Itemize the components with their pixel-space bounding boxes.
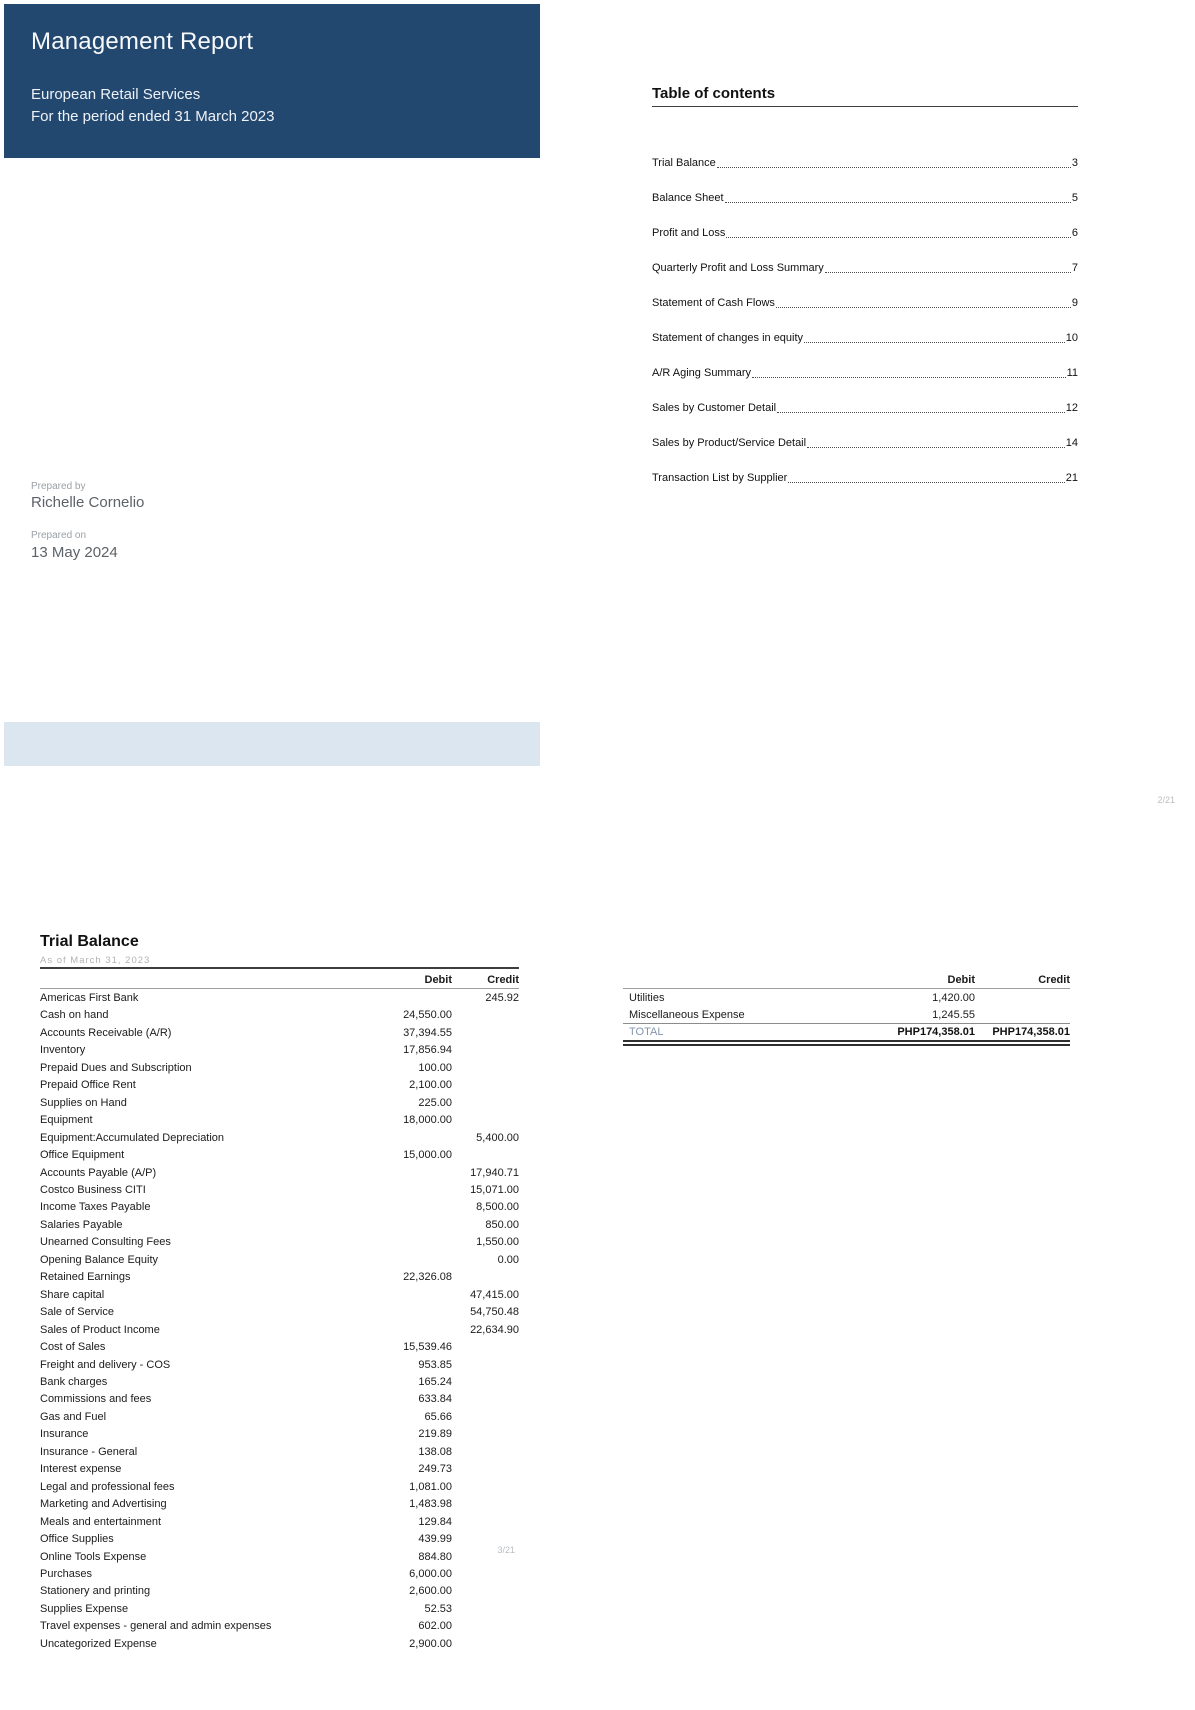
account-name: Prepaid Dues and Subscription bbox=[40, 1061, 192, 1074]
toc-item[interactable] bbox=[652, 367, 1078, 402]
account-name: Utilities bbox=[629, 992, 665, 1004]
account-name: Freight and delivery - COS bbox=[40, 1358, 171, 1371]
table-row bbox=[40, 1583, 519, 1600]
account-name: Travel expenses - general and admin expenses bbox=[40, 1620, 272, 1633]
debit-value bbox=[362, 1130, 452, 1147]
debit-column-header: Debit bbox=[424, 974, 452, 986]
prepared-on-label: Prepared on bbox=[31, 530, 87, 541]
table-row bbox=[40, 1147, 519, 1164]
toc-item[interactable] bbox=[652, 297, 1078, 332]
toc-item-label: Quarterly Profit and Loss Summary bbox=[652, 262, 824, 274]
toc-item[interactable] bbox=[652, 332, 1078, 367]
toc-leader-dots bbox=[725, 192, 1071, 203]
debit-value: 1,420.00 bbox=[932, 992, 975, 1004]
account-name: Equipment bbox=[40, 1114, 93, 1127]
debit-value: 633.84 bbox=[418, 1393, 452, 1406]
toc-heading: Table of contents bbox=[652, 85, 776, 102]
account-name: Income Taxes Payable bbox=[40, 1201, 151, 1214]
account-name: Cost of Sales bbox=[40, 1341, 106, 1354]
credit-value bbox=[452, 1391, 519, 1408]
credit-value bbox=[452, 1601, 519, 1618]
credit-value bbox=[452, 1566, 519, 1583]
toc-item-label: Statement of changes in equity bbox=[652, 332, 804, 344]
account-name: Marketing and Advertising bbox=[40, 1498, 167, 1511]
table-row bbox=[40, 1077, 519, 1094]
table-row bbox=[40, 1060, 519, 1077]
debit-value: 219.89 bbox=[418, 1428, 452, 1441]
toc-item[interactable] bbox=[652, 437, 1078, 472]
table-row bbox=[40, 990, 519, 1007]
account-name: Costco Business CITI bbox=[40, 1183, 146, 1196]
account-name: Equipment:Accumulated Depreciation bbox=[40, 1131, 225, 1144]
credit-value: 245.92 bbox=[485, 992, 519, 1004]
table-row bbox=[40, 1391, 519, 1408]
table-row bbox=[40, 1322, 519, 1339]
account-name: Americas First Bank bbox=[40, 992, 139, 1004]
account-name: Supplies on Hand bbox=[40, 1096, 127, 1109]
debit-value: 138.08 bbox=[418, 1445, 452, 1458]
debit-value: 18,000.00 bbox=[403, 1114, 452, 1127]
toc-leader-dots bbox=[788, 472, 1064, 483]
toc-item-label: Profit and Loss bbox=[652, 227, 726, 239]
account-name: Sale of Service bbox=[40, 1306, 114, 1319]
trial-balance-rows-left bbox=[40, 989, 519, 1653]
credit-value bbox=[452, 1095, 519, 1112]
toc-heading-rule bbox=[652, 106, 1078, 107]
table-row bbox=[40, 1496, 519, 1513]
debit-value: 65.66 bbox=[424, 1410, 452, 1423]
table-row bbox=[40, 1549, 519, 1566]
account-name: Uncategorized Expense bbox=[40, 1637, 157, 1650]
debit-value: 165.24 bbox=[418, 1375, 452, 1388]
account-name: Gas and Fuel bbox=[40, 1410, 107, 1423]
toc-item-label: Transaction List by Supplier bbox=[652, 472, 788, 484]
credit-value bbox=[452, 1514, 519, 1531]
table-header-row bbox=[40, 969, 519, 988]
toc-item-page: 6 bbox=[1071, 227, 1078, 239]
table-row bbox=[40, 1514, 519, 1531]
debit-value bbox=[362, 1217, 452, 1234]
prepared-on-date: 13 May 2024 bbox=[31, 544, 118, 561]
credit-value: 1,550.00 bbox=[476, 1236, 519, 1249]
table-row bbox=[40, 1618, 519, 1635]
table-row bbox=[40, 1426, 519, 1443]
trial-balance-table-left bbox=[40, 967, 519, 1653]
prepared-by-label: Prepared by bbox=[31, 481, 86, 492]
toc-item-page: 12 bbox=[1065, 402, 1078, 414]
table-row bbox=[40, 1601, 519, 1618]
credit-value bbox=[452, 1042, 519, 1059]
table-row bbox=[40, 1042, 519, 1059]
debit-value bbox=[362, 1322, 452, 1339]
debit-value: 100.00 bbox=[418, 1061, 452, 1074]
account-name: Accounts Payable (A/P) bbox=[40, 1166, 157, 1179]
total-debit-value: PHP174,358.01 bbox=[897, 1026, 975, 1038]
debit-value: 22,326.08 bbox=[403, 1271, 452, 1284]
table-row bbox=[40, 1165, 519, 1182]
debit-value: 439.99 bbox=[418, 1533, 452, 1546]
table-row bbox=[40, 1217, 519, 1234]
account-name: Online Tools Expense bbox=[40, 1550, 147, 1563]
table-row bbox=[40, 1357, 519, 1374]
account-name: Supplies Expense bbox=[40, 1602, 129, 1615]
table-row bbox=[40, 1479, 519, 1496]
debit-value bbox=[362, 1287, 452, 1304]
toc-item-page: 14 bbox=[1065, 437, 1078, 449]
table-row bbox=[40, 1444, 519, 1461]
toc-item[interactable] bbox=[652, 157, 1078, 192]
credit-value: 5,400.00 bbox=[476, 1131, 519, 1144]
debit-value: 6,000.00 bbox=[409, 1567, 452, 1580]
credit-value bbox=[452, 1374, 519, 1391]
account-name: Office Equipment bbox=[40, 1149, 125, 1162]
toc-list bbox=[652, 157, 1078, 507]
total-credit-value: PHP174,358.01 bbox=[992, 1026, 1070, 1038]
credit-value bbox=[452, 1060, 519, 1077]
cover-accent-strip bbox=[4, 722, 540, 766]
account-name: Insurance bbox=[40, 1428, 89, 1441]
toc-item[interactable] bbox=[652, 472, 1078, 507]
account-name: Interest expense bbox=[40, 1463, 122, 1476]
debit-value: 129.84 bbox=[418, 1515, 452, 1528]
total-row bbox=[623, 1024, 1070, 1040]
credit-value bbox=[452, 1636, 519, 1653]
table-row bbox=[40, 1409, 519, 1426]
table-row bbox=[40, 1461, 519, 1478]
credit-value: 22,634.90 bbox=[470, 1323, 519, 1336]
trial-balance-table-right bbox=[623, 969, 1070, 1046]
table-row bbox=[40, 1095, 519, 1112]
account-name: Insurance - General bbox=[40, 1445, 138, 1458]
debit-value: 602.00 bbox=[418, 1620, 452, 1633]
toc-item-page: 3 bbox=[1071, 157, 1078, 169]
toc-item[interactable] bbox=[652, 227, 1078, 262]
trial-balance-title: Trial Balance bbox=[40, 933, 139, 950]
debit-value bbox=[362, 1304, 452, 1321]
credit-value bbox=[452, 1583, 519, 1600]
table-row bbox=[40, 1234, 519, 1251]
credit-value bbox=[975, 990, 1070, 1007]
table-row bbox=[40, 1252, 519, 1269]
table-row bbox=[40, 1374, 519, 1391]
credit-value bbox=[452, 1269, 519, 1286]
table-row bbox=[40, 1636, 519, 1653]
debit-value: 37,394.55 bbox=[403, 1026, 452, 1039]
table-row bbox=[40, 1566, 519, 1583]
debit-value: 225.00 bbox=[418, 1096, 452, 1109]
account-name: Inventory bbox=[40, 1044, 86, 1057]
toc-leader-dots bbox=[825, 262, 1071, 273]
report-period: For the period ended 31 March 2023 bbox=[31, 108, 275, 125]
debit-value: 2,900.00 bbox=[409, 1637, 452, 1650]
table-row bbox=[40, 1304, 519, 1321]
toc-item-page: 7 bbox=[1071, 262, 1078, 274]
credit-value: 47,415.00 bbox=[470, 1288, 519, 1301]
account-name: Salaries Payable bbox=[40, 1218, 123, 1231]
toc-leader-dots bbox=[726, 227, 1071, 238]
credit-value bbox=[452, 1339, 519, 1356]
debit-value bbox=[362, 1252, 452, 1269]
credit-value bbox=[452, 1357, 519, 1374]
toc-leader-dots bbox=[804, 332, 1065, 343]
credit-value bbox=[452, 1147, 519, 1164]
debit-value bbox=[362, 990, 452, 1007]
account-name: Commissions and fees bbox=[40, 1393, 152, 1406]
debit-value: 1,081.00 bbox=[409, 1480, 452, 1493]
credit-value bbox=[452, 1618, 519, 1635]
debit-value: 15,539.46 bbox=[403, 1341, 452, 1354]
account-name: Accounts Receivable (A/R) bbox=[40, 1026, 172, 1039]
table-row bbox=[623, 990, 1070, 1007]
trial-balance-subtitle: As of March 31, 2023 bbox=[40, 955, 151, 966]
debit-value: 24,550.00 bbox=[403, 1009, 452, 1022]
toc-item[interactable] bbox=[652, 402, 1078, 437]
cover-header-block bbox=[4, 4, 540, 158]
table-row bbox=[40, 1130, 519, 1147]
toc-item-label: Sales by Product/Service Detail bbox=[652, 437, 807, 449]
report-subtitle bbox=[31, 84, 275, 128]
debit-value bbox=[362, 1165, 452, 1182]
credit-value: 850.00 bbox=[485, 1218, 519, 1231]
credit-value: 8,500.00 bbox=[476, 1201, 519, 1214]
table-row bbox=[40, 1112, 519, 1129]
credit-value bbox=[452, 1025, 519, 1042]
account-name: Meals and entertainment bbox=[40, 1515, 162, 1528]
toc-item-label: Balance Sheet bbox=[652, 192, 724, 204]
table-row bbox=[40, 1287, 519, 1304]
table-row bbox=[40, 1182, 519, 1199]
credit-value: 0.00 bbox=[497, 1253, 519, 1266]
credit-value: 15,071.00 bbox=[470, 1183, 519, 1196]
table-row bbox=[40, 1531, 519, 1548]
credit-value: 54,750.48 bbox=[470, 1306, 519, 1319]
account-name: Legal and professional fees bbox=[40, 1480, 175, 1493]
table-row bbox=[40, 1199, 519, 1216]
table-row bbox=[40, 1269, 519, 1286]
page-number-toc: 2/21 bbox=[1157, 795, 1175, 805]
debit-value bbox=[362, 1199, 452, 1216]
toc-item[interactable] bbox=[652, 192, 1078, 227]
report-title: Management Report bbox=[31, 28, 254, 55]
debit-value bbox=[362, 1234, 452, 1251]
credit-value bbox=[452, 1077, 519, 1094]
total-label: TOTAL bbox=[629, 1026, 664, 1038]
account-name: Sales of Product Income bbox=[40, 1323, 160, 1336]
toc-leader-dots bbox=[777, 402, 1065, 413]
debit-value: 249.73 bbox=[418, 1463, 452, 1476]
credit-value bbox=[452, 1444, 519, 1461]
account-name: Cash on hand bbox=[40, 1009, 109, 1022]
toc-item[interactable] bbox=[652, 262, 1078, 297]
credit-value bbox=[452, 1496, 519, 1513]
toc-item-label: Statement of Cash Flows bbox=[652, 297, 775, 309]
toc-leader-dots bbox=[807, 437, 1065, 448]
toc-item-label: Trial Balance bbox=[652, 157, 716, 169]
toc-item-page: 10 bbox=[1065, 332, 1078, 344]
debit-column-header: Debit bbox=[947, 974, 975, 986]
page-number-trial-balance: 3/21 bbox=[497, 1545, 515, 1555]
account-name: Prepaid Office Rent bbox=[40, 1079, 136, 1092]
toc-item-page: 5 bbox=[1071, 192, 1078, 204]
credit-value: 17,940.71 bbox=[470, 1166, 519, 1179]
toc-item-page: 21 bbox=[1065, 472, 1078, 484]
account-name: Share capital bbox=[40, 1288, 105, 1301]
account-name: Office Supplies bbox=[40, 1533, 114, 1546]
credit-value bbox=[452, 1112, 519, 1129]
toc-leader-dots bbox=[717, 157, 1071, 168]
table-header-row bbox=[623, 969, 1070, 988]
table-row bbox=[40, 1007, 519, 1024]
account-name: Opening Balance Equity bbox=[40, 1253, 159, 1266]
credit-value bbox=[975, 1007, 1070, 1024]
account-name: Stationery and printing bbox=[40, 1585, 151, 1598]
debit-value: 15,000.00 bbox=[403, 1149, 452, 1162]
account-name: Purchases bbox=[40, 1567, 92, 1580]
toc-item-page: 11 bbox=[1066, 367, 1078, 379]
debit-value: 2,100.00 bbox=[409, 1079, 452, 1092]
account-name: Miscellaneous Expense bbox=[629, 1008, 745, 1021]
total-double-rule bbox=[623, 1040, 1070, 1046]
credit-column-header: Credit bbox=[487, 974, 519, 986]
debit-value: 1,245.55 bbox=[932, 1008, 975, 1021]
toc-leader-dots bbox=[776, 297, 1071, 308]
table-row bbox=[40, 1025, 519, 1042]
toc-leader-dots bbox=[752, 367, 1066, 378]
debit-value: 52.53 bbox=[424, 1602, 452, 1615]
company-name: European Retail Services bbox=[31, 86, 201, 103]
debit-value: 1,483.98 bbox=[409, 1498, 452, 1511]
credit-value bbox=[452, 1409, 519, 1426]
prepared-by-name: Richelle Cornelio bbox=[31, 494, 145, 511]
debit-value: 2,600.00 bbox=[409, 1585, 452, 1598]
toc-item-label: A/R Aging Summary bbox=[652, 367, 752, 379]
credit-value bbox=[452, 1426, 519, 1443]
account-name: Retained Earnings bbox=[40, 1271, 131, 1284]
credit-value bbox=[452, 1479, 519, 1496]
trial-balance-rows-right bbox=[623, 989, 1070, 1023]
account-name: Unearned Consulting Fees bbox=[40, 1236, 171, 1249]
table-row bbox=[40, 1339, 519, 1356]
debit-value: 953.85 bbox=[418, 1358, 452, 1371]
credit-value bbox=[452, 1007, 519, 1024]
credit-value bbox=[452, 1461, 519, 1478]
toc-item-page: 9 bbox=[1071, 297, 1078, 309]
account-name: Bank charges bbox=[40, 1375, 108, 1388]
debit-value: 17,856.94 bbox=[403, 1044, 452, 1057]
debit-value bbox=[362, 1182, 452, 1199]
toc-item-label: Sales by Customer Detail bbox=[652, 402, 777, 414]
credit-column-header: Credit bbox=[1038, 974, 1070, 986]
table-row bbox=[623, 1007, 1070, 1024]
debit-value: 884.80 bbox=[418, 1550, 452, 1563]
